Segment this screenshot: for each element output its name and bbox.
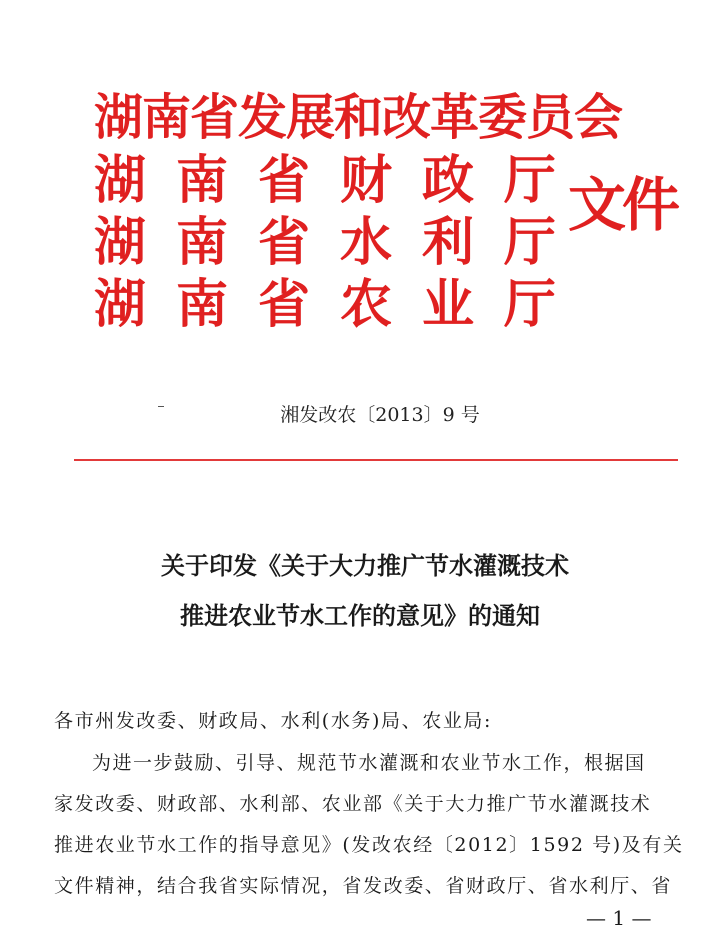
- red-separator-line: [74, 459, 678, 461]
- issuer-character: 利: [421, 212, 474, 273]
- issuer-character: 省: [257, 212, 310, 273]
- document-number: 湘发改农〔2013〕9 号: [280, 404, 480, 426]
- notice-title-line-1: 关于印发《关于大力推广节水灌溉技术: [161, 552, 569, 580]
- document-label: 文件: [568, 171, 677, 239]
- issuer-character: 湖: [94, 274, 147, 335]
- issuer-character: 南: [175, 150, 228, 211]
- issuer-agriculture: [94, 274, 556, 336]
- issuer-character: 湖: [94, 150, 147, 211]
- issuer-character: 省: [257, 274, 310, 335]
- issuer-character: 湖: [94, 212, 147, 273]
- issuer-finance: [94, 150, 556, 212]
- page-number: — 1 —: [586, 906, 652, 930]
- issuer-character: 厅: [503, 150, 556, 211]
- issuer-character: 厅: [503, 274, 556, 335]
- issuer-water: [94, 212, 556, 274]
- body-line: 为进一步鼓励、引导、规范节水灌溉和农业节水工作，根据国: [92, 752, 646, 774]
- issuer-character: 水: [339, 212, 392, 273]
- issuer-character: 政: [421, 150, 474, 211]
- issuer-character: 财: [339, 150, 392, 211]
- salutation: 各市州发改委、财政局、水利(水务)局、农业局:: [54, 710, 493, 732]
- body-line: 推进农业节水工作的指导意见》(发改农经〔2012〕1592 号)及有关: [54, 834, 684, 856]
- issuer-character: 厅: [503, 212, 556, 273]
- issuer-character: 南: [175, 212, 228, 273]
- body-line: 家发改委、财政部、水利部、农业部《关于大力推广节水灌溉技术: [54, 793, 652, 815]
- issuer-character: 省: [257, 150, 310, 211]
- issuer-character: 农: [339, 274, 392, 335]
- body-line: 文件精神，结合我省实际情况，省发改委、省财政厅、省水利厅、省: [54, 875, 673, 897]
- notice-title-line-2: 推进农业节水工作的意见》的通知: [180, 602, 540, 630]
- issuer-character: 南: [175, 274, 228, 335]
- issuer-character: 业: [421, 274, 474, 335]
- issuer-drc: 湖南省发展和改革委员会: [94, 88, 623, 146]
